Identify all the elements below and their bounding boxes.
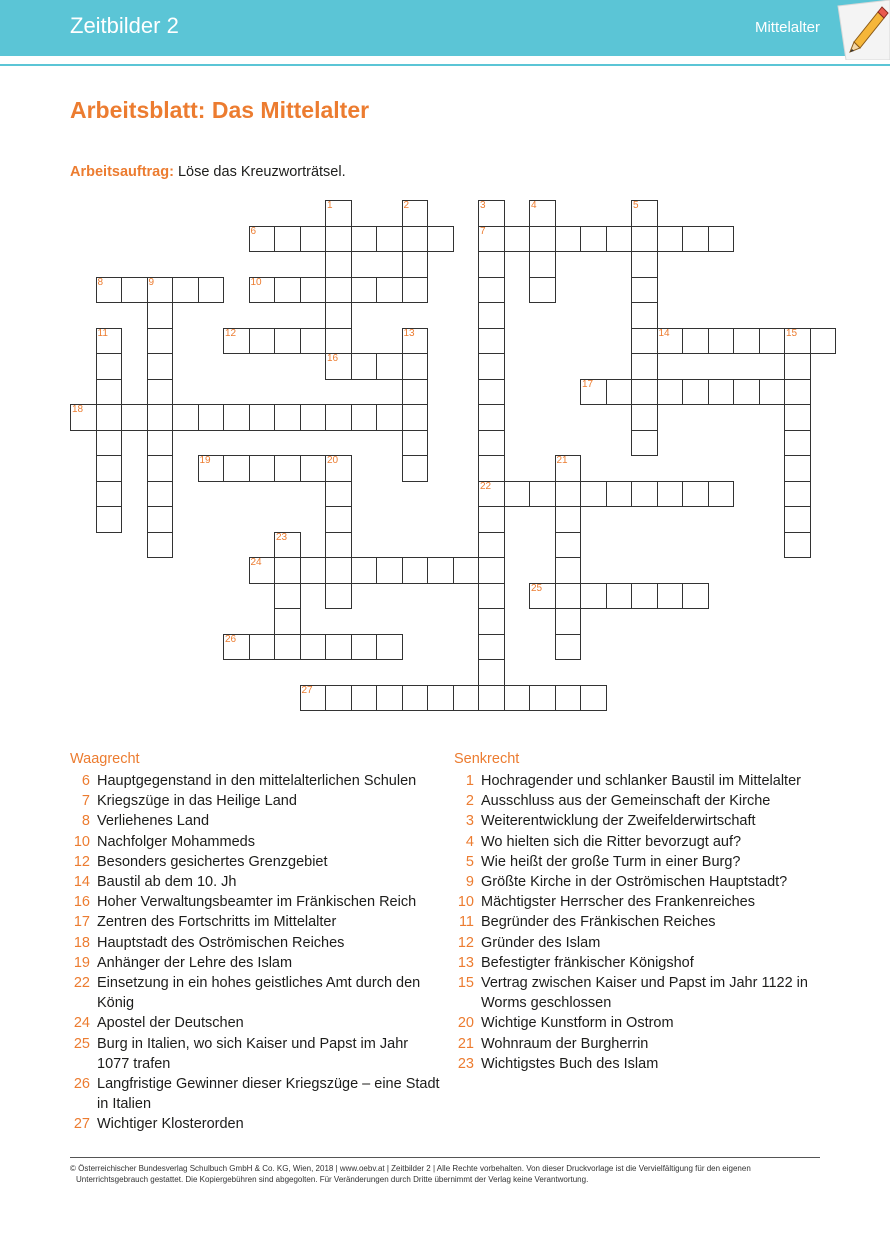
crossword-cell[interactable] bbox=[529, 277, 556, 304]
clue-number: 10 bbox=[250, 276, 262, 288]
footer-line-1: © Österreichischer Bundesverlag Schulbuch GmbH & Co. KG, Wien, 2018 | www.oebv.at | Zeitbilder 2 | Alle Rechte vorbehalten. Von dieser Druckvorlage ist die Vervielfältigung für den eigenen bbox=[70, 1164, 751, 1173]
crossword-cell[interactable] bbox=[478, 302, 505, 329]
crossword-cell[interactable] bbox=[580, 685, 607, 712]
clue-number: 19 bbox=[73, 954, 90, 971]
crossword-cell[interactable] bbox=[147, 481, 174, 508]
crossword-cell[interactable] bbox=[478, 685, 505, 712]
clue-text: Größte Kirche in der Oströmischen Hauptstadt? bbox=[481, 874, 788, 891]
crossword-cell[interactable] bbox=[784, 532, 811, 559]
crossword-cell[interactable] bbox=[478, 328, 505, 355]
crossword-cell[interactable] bbox=[274, 226, 301, 253]
crossword-cell[interactable] bbox=[351, 685, 378, 712]
crossword-cell[interactable] bbox=[325, 557, 352, 584]
down-clue bbox=[454, 953, 826, 973]
clue-text: Baustil ab dem 10. Jh bbox=[97, 874, 237, 891]
clue-text: Ausschluss aus der Gemeinschaft der Kirche bbox=[481, 793, 771, 810]
crossword-cell[interactable] bbox=[580, 226, 607, 253]
crossword-cell[interactable] bbox=[631, 328, 658, 355]
clue-number: 9 bbox=[148, 276, 155, 288]
down-clue bbox=[454, 832, 826, 852]
crossword-cell[interactable] bbox=[147, 302, 174, 329]
crossword-cell[interactable] bbox=[810, 328, 837, 355]
clue-number: 13 bbox=[403, 327, 415, 339]
crossword-cell[interactable] bbox=[784, 455, 811, 482]
across-clue bbox=[70, 973, 442, 1013]
crossword-cell[interactable] bbox=[249, 328, 276, 355]
footer-divider bbox=[70, 1157, 820, 1158]
clue-number: 2 bbox=[403, 200, 410, 211]
crossword-cell[interactable] bbox=[555, 481, 582, 508]
crossword-cell[interactable] bbox=[631, 251, 658, 278]
crossword-cell[interactable] bbox=[784, 404, 811, 431]
crossword-cell[interactable] bbox=[223, 455, 250, 482]
crossword-cell[interactable] bbox=[631, 302, 658, 329]
clue-text: Wohnraum der Burgherrin bbox=[481, 1035, 649, 1052]
crossword-cell[interactable] bbox=[657, 226, 684, 253]
crossword-cell[interactable] bbox=[784, 430, 811, 457]
crossword-cell[interactable] bbox=[631, 379, 658, 406]
clue-text: Nachfolger Mohammeds bbox=[97, 833, 255, 850]
crossword-cell[interactable] bbox=[631, 430, 658, 457]
clue-number: 1 bbox=[465, 773, 474, 789]
crossword-cell[interactable] bbox=[529, 685, 556, 712]
crossword-cell[interactable] bbox=[784, 481, 811, 508]
crossword-cell[interactable] bbox=[504, 481, 531, 508]
clue-number: 6 bbox=[81, 773, 90, 789]
crossword-cell[interactable] bbox=[147, 328, 174, 355]
crossword-cell[interactable] bbox=[300, 328, 327, 355]
crossword-cell[interactable] bbox=[708, 328, 735, 355]
clue-text: Wo hielten sich die Ritter bevorzugt auf? bbox=[481, 833, 742, 850]
crossword-cell[interactable] bbox=[96, 379, 123, 406]
crossword-cell[interactable] bbox=[274, 404, 301, 431]
clue-number: 26 bbox=[73, 1076, 90, 1093]
clue-number: 26 bbox=[225, 633, 237, 645]
down-clue bbox=[454, 892, 826, 912]
clue-number: 2 bbox=[465, 793, 474, 810]
crossword-cell[interactable] bbox=[708, 481, 735, 508]
crossword-cell[interactable] bbox=[325, 685, 352, 712]
crossword-cell[interactable] bbox=[682, 226, 709, 253]
crossword-cell[interactable] bbox=[274, 328, 301, 355]
crossword-cell[interactable] bbox=[478, 455, 505, 482]
across-clue bbox=[70, 953, 442, 973]
crossword-cell[interactable] bbox=[402, 557, 429, 584]
crossword-cell[interactable] bbox=[504, 685, 531, 712]
across-clue bbox=[70, 892, 442, 912]
crossword-cell[interactable] bbox=[631, 353, 658, 380]
crossword-cell[interactable] bbox=[478, 353, 505, 380]
down-clue-list bbox=[454, 771, 826, 1074]
clue-text: Einsetzung in ein hohes geistliches Amt durch den König bbox=[97, 975, 421, 1012]
crossword-cell[interactable] bbox=[376, 277, 403, 304]
footer-line-2: Unterrichtsgebrauch gestattet. Die Kopiergebühren sind abgegolten. Für Veränderungen durch Dritte übernimmt der Verlag keine Verantwortung. bbox=[76, 1175, 589, 1184]
crossword-cell[interactable] bbox=[147, 455, 174, 482]
crossword-cell[interactable] bbox=[402, 251, 429, 278]
crossword-cell[interactable] bbox=[555, 532, 582, 559]
across-heading: Waagrecht bbox=[70, 751, 140, 767]
crossword-cell[interactable] bbox=[249, 455, 276, 482]
crossword-cell[interactable] bbox=[249, 404, 276, 431]
clue-number: 4 bbox=[465, 833, 474, 850]
crossword-cell[interactable] bbox=[147, 532, 174, 559]
clue-number: 17 bbox=[73, 914, 90, 931]
crossword-cell[interactable] bbox=[402, 277, 429, 304]
clue-text: Langfristige Gewinner dieser Kriegszüge – eine Stadt in Italien bbox=[97, 1076, 440, 1113]
clue-number: 22 bbox=[73, 975, 90, 992]
crossword-cell[interactable] bbox=[478, 557, 505, 584]
clue-number: 24 bbox=[73, 1015, 90, 1032]
crossword-cell[interactable] bbox=[147, 379, 174, 406]
crossword-cell[interactable] bbox=[300, 226, 327, 253]
clue-text: Hoher Verwaltungsbeamter im Fränkischen Reich bbox=[97, 894, 417, 911]
clue-number: 19 bbox=[199, 455, 211, 466]
clue-text: Burg in Italien, wo sich Kaiser und Papst im Jahr 1077 trafen bbox=[97, 1035, 409, 1072]
crossword-cell[interactable] bbox=[427, 226, 454, 253]
crossword-cell[interactable] bbox=[478, 430, 505, 457]
down-clue bbox=[454, 912, 826, 932]
crossword-cell[interactable] bbox=[478, 379, 505, 406]
clue-text: Begründer des Fränkischen Reiches bbox=[481, 914, 716, 931]
crossword-cell[interactable] bbox=[402, 353, 429, 380]
crossword-cell[interactable] bbox=[529, 481, 556, 508]
clue-number: 27 bbox=[301, 684, 313, 696]
crossword-cell[interactable] bbox=[478, 659, 505, 686]
crossword-cell[interactable] bbox=[478, 506, 505, 533]
crossword-cell[interactable] bbox=[274, 608, 301, 635]
crossword-cell[interactable] bbox=[657, 481, 684, 508]
clue-text: Hauptgegenstand in den mittelalterlichen Schulen bbox=[97, 773, 417, 789]
crossword-cell[interactable] bbox=[147, 404, 174, 431]
clue-number: 16 bbox=[73, 894, 90, 911]
crossword-cell[interactable] bbox=[300, 404, 327, 431]
crossword-cell[interactable] bbox=[351, 277, 378, 304]
clue-number: 27 bbox=[73, 1116, 90, 1133]
crossword-cell[interactable] bbox=[351, 226, 378, 253]
crossword-cell[interactable] bbox=[708, 226, 735, 253]
clue-number: 25 bbox=[531, 582, 543, 594]
crossword-cell[interactable] bbox=[733, 328, 760, 355]
clue-number: 15 bbox=[786, 327, 798, 339]
clue-number: 5 bbox=[465, 853, 474, 870]
crossword-cell[interactable] bbox=[325, 226, 352, 253]
clue-number: 21 bbox=[457, 1035, 474, 1052]
clue-text: Apostel der Deutschen bbox=[97, 1015, 244, 1032]
crossword-cell[interactable] bbox=[606, 379, 633, 406]
crossword-cell[interactable] bbox=[682, 583, 709, 610]
across-clue bbox=[70, 832, 442, 852]
down-clue bbox=[454, 791, 826, 811]
crossword-cell[interactable] bbox=[376, 226, 403, 253]
across-clue bbox=[70, 933, 442, 953]
clue-text: Zentren des Fortschritts im Mittelalter bbox=[97, 914, 337, 931]
crossword-cell[interactable] bbox=[121, 404, 148, 431]
clue-number: 12 bbox=[73, 853, 90, 870]
crossword-cell[interactable] bbox=[402, 430, 429, 457]
crossword-cell[interactable] bbox=[376, 404, 403, 431]
clue-number: 13 bbox=[457, 954, 474, 971]
across-clue bbox=[70, 791, 442, 811]
across-clue bbox=[70, 1074, 442, 1114]
crossword-cell[interactable] bbox=[300, 277, 327, 304]
crossword-cell[interactable] bbox=[223, 404, 250, 431]
crossword-cell[interactable] bbox=[733, 379, 760, 406]
clue-number: 8 bbox=[97, 276, 104, 288]
crossword-cell[interactable] bbox=[784, 353, 811, 380]
clue-number: 21 bbox=[556, 455, 568, 466]
crossword-cell[interactable] bbox=[555, 557, 582, 584]
crossword-cell[interactable] bbox=[325, 328, 352, 355]
crossword-cell[interactable] bbox=[325, 583, 352, 610]
clue-text: Kriegszüge in das Heilige Land bbox=[97, 793, 297, 810]
crossword-cell[interactable] bbox=[682, 481, 709, 508]
clue-number: 6 bbox=[250, 225, 257, 237]
down-clue bbox=[454, 973, 826, 1013]
clue-text: Hochragender und schlanker Baustil im Mittelalter bbox=[481, 773, 801, 789]
task-label: Arbeitsauftrag: bbox=[70, 164, 174, 180]
crossword-cell[interactable] bbox=[759, 328, 786, 355]
series-title: Zeitbilder 2 bbox=[70, 13, 179, 38]
crossword-cell[interactable] bbox=[198, 277, 225, 304]
across-clue bbox=[70, 771, 442, 791]
clue-number: 3 bbox=[480, 200, 486, 211]
crossword-cell[interactable] bbox=[96, 404, 123, 431]
clue-text: Wichtige Kunstform in Ostrom bbox=[481, 1015, 674, 1032]
crossword-cell[interactable] bbox=[682, 328, 709, 355]
crossword-cell[interactable] bbox=[784, 379, 811, 406]
down-clue bbox=[454, 811, 826, 831]
down-clue bbox=[454, 1054, 826, 1074]
crossword-cell[interactable] bbox=[274, 455, 301, 482]
crossword-cell[interactable] bbox=[376, 557, 403, 584]
crossword-cell[interactable] bbox=[96, 481, 123, 508]
crossword-cell[interactable] bbox=[274, 557, 301, 584]
across-clue-list bbox=[70, 771, 442, 1135]
crossword-cell[interactable] bbox=[402, 379, 429, 406]
crossword-cell[interactable] bbox=[402, 404, 429, 431]
crossword-cell[interactable] bbox=[580, 583, 607, 610]
crossword-cell[interactable] bbox=[325, 251, 352, 278]
clue-number: 3 bbox=[465, 813, 474, 830]
crossword-cell[interactable] bbox=[631, 277, 658, 304]
crossword-cell[interactable] bbox=[274, 277, 301, 304]
crossword-cell[interactable] bbox=[555, 608, 582, 635]
crossword-cell[interactable] bbox=[427, 685, 454, 712]
clue-text: Wie heißt der große Turm in einer Burg? bbox=[481, 853, 741, 870]
crossword-cell[interactable] bbox=[631, 404, 658, 431]
clue-number: 7 bbox=[81, 793, 90, 810]
crossword-cell[interactable] bbox=[427, 557, 454, 584]
across-clue bbox=[70, 872, 442, 892]
across-clue bbox=[70, 1114, 442, 1134]
crossword-cell[interactable] bbox=[606, 226, 633, 253]
crossword-cell[interactable] bbox=[657, 379, 684, 406]
crossword-cell[interactable] bbox=[198, 404, 225, 431]
crossword-cell[interactable] bbox=[478, 608, 505, 635]
crossword-cell[interactable] bbox=[351, 353, 378, 380]
crossword-cell[interactable] bbox=[555, 226, 582, 253]
clue-text: Wichtiger Klosterorden bbox=[97, 1116, 244, 1133]
clue-text: Besonders gesichertes Grenzgebiet bbox=[97, 853, 328, 870]
topic-label: Mittelalter bbox=[754, 19, 820, 36]
crossword-cell[interactable] bbox=[351, 404, 378, 431]
clue-text: Vertrag zwischen Kaiser und Papst im Jahr 1122 in Worms geschlossen bbox=[481, 975, 808, 1012]
crossword-cell[interactable] bbox=[529, 251, 556, 278]
crossword-cell[interactable] bbox=[453, 685, 480, 712]
crossword-cell[interactable] bbox=[402, 685, 429, 712]
crossword-cell[interactable] bbox=[631, 481, 658, 508]
crossword-cell[interactable] bbox=[478, 251, 505, 278]
crossword-cell[interactable] bbox=[325, 506, 352, 533]
across-clue bbox=[70, 912, 442, 932]
crossword-cell[interactable] bbox=[657, 583, 684, 610]
crossword-cell[interactable] bbox=[121, 277, 148, 304]
clue-number: 10 bbox=[73, 833, 90, 850]
crossword-cell[interactable] bbox=[172, 277, 199, 304]
across-clue bbox=[70, 1013, 442, 1033]
clue-number: 12 bbox=[457, 934, 474, 951]
crossword-cell[interactable] bbox=[351, 557, 378, 584]
down-clue bbox=[454, 771, 826, 791]
clue-number: 16 bbox=[327, 353, 339, 364]
clue-number: 12 bbox=[225, 327, 237, 339]
down-clue bbox=[454, 933, 826, 953]
crossword-cell[interactable] bbox=[555, 583, 582, 610]
clue-text: Weiterentwicklung der Zweifelderwirtschaft bbox=[481, 813, 756, 830]
clue-number: 18 bbox=[72, 404, 84, 415]
across-clue bbox=[70, 1034, 442, 1074]
clue-text: Anhänger der Lehre des Islam bbox=[97, 954, 293, 971]
copyright-footer bbox=[70, 1163, 830, 1185]
clue-number: 23 bbox=[457, 1055, 474, 1072]
clue-text: Verliehenes Land bbox=[97, 813, 210, 830]
clue-number: 20 bbox=[457, 1015, 474, 1032]
crossword-cell[interactable] bbox=[402, 226, 429, 253]
crossword-cell[interactable] bbox=[555, 685, 582, 712]
crossword-cell[interactable] bbox=[325, 481, 352, 508]
crossword-cell[interactable] bbox=[376, 353, 403, 380]
crossword-cell[interactable] bbox=[147, 430, 174, 457]
clue-number: 20 bbox=[327, 455, 339, 466]
crossword-cell[interactable] bbox=[325, 277, 352, 304]
crossword-cell[interactable] bbox=[325, 634, 352, 661]
crossword-cell[interactable] bbox=[376, 634, 403, 661]
clue-number: 17 bbox=[582, 378, 594, 390]
crossword-cell[interactable] bbox=[478, 404, 505, 431]
crossword-cell[interactable] bbox=[325, 532, 352, 559]
crossword-cell[interactable] bbox=[96, 506, 123, 533]
crossword-cell[interactable] bbox=[376, 685, 403, 712]
crossword-cell[interactable] bbox=[300, 455, 327, 482]
clue-number: 22 bbox=[480, 480, 492, 492]
clue-number: 5 bbox=[633, 200, 639, 211]
crossword-cell[interactable] bbox=[96, 353, 123, 380]
clue-number: 25 bbox=[73, 1035, 90, 1052]
crossword-cell[interactable] bbox=[96, 430, 123, 457]
crossword-cell[interactable] bbox=[682, 379, 709, 406]
clue-text: Gründer des Islam bbox=[481, 934, 601, 951]
crossword-cell[interactable] bbox=[529, 226, 556, 253]
crossword-cell[interactable] bbox=[351, 634, 378, 661]
clue-text: Wichtigstes Buch des Islam bbox=[481, 1055, 659, 1072]
across-clue bbox=[70, 852, 442, 872]
crossword-cell[interactable] bbox=[274, 583, 301, 610]
clue-number: 14 bbox=[73, 874, 90, 891]
crossword-cell[interactable] bbox=[325, 302, 352, 329]
crossword-cell[interactable] bbox=[631, 583, 658, 610]
clue-number: 9 bbox=[465, 874, 474, 891]
crossword-cell[interactable] bbox=[147, 353, 174, 380]
clue-number: 15 bbox=[457, 975, 474, 992]
crossword-cell[interactable] bbox=[300, 634, 327, 661]
crossword-cell[interactable] bbox=[300, 557, 327, 584]
task-text: Löse das Kreuzworträtsel. bbox=[173, 164, 346, 180]
crossword-cell[interactable] bbox=[555, 634, 582, 661]
clue-number: 18 bbox=[73, 934, 90, 951]
clue-number: 11 bbox=[97, 327, 108, 339]
crossword-cell[interactable] bbox=[274, 634, 301, 661]
crossword-cell[interactable] bbox=[172, 404, 199, 431]
clue-text: Befestigter fränkischer Königshof bbox=[481, 954, 694, 971]
across-clue bbox=[70, 811, 442, 831]
down-clue bbox=[454, 872, 826, 892]
crossword-cell[interactable] bbox=[478, 583, 505, 610]
clue-number: 24 bbox=[250, 557, 262, 568]
crossword-cell[interactable] bbox=[402, 455, 429, 482]
crossword-cell[interactable] bbox=[478, 277, 505, 304]
crossword-cell[interactable] bbox=[478, 634, 505, 661]
clue-text: Mächtigster Herrscher des Frankenreiches bbox=[481, 894, 755, 911]
clue-number: 8 bbox=[81, 813, 90, 830]
clue-number: 10 bbox=[457, 894, 474, 911]
clue-number: 23 bbox=[276, 531, 288, 543]
page-title: Arbeitsblatt: Das Mittelalter bbox=[70, 97, 370, 123]
clue-number: 4 bbox=[531, 200, 537, 211]
crossword-cell[interactable] bbox=[504, 226, 531, 253]
crossword-cell[interactable] bbox=[96, 455, 123, 482]
crossword-cell[interactable] bbox=[784, 506, 811, 533]
crossword-cell[interactable] bbox=[555, 506, 582, 533]
clue-number: 11 bbox=[458, 914, 474, 931]
down-heading: Senkrecht bbox=[454, 751, 520, 767]
crossword-cell[interactable] bbox=[453, 557, 480, 584]
crossword-cell[interactable] bbox=[606, 481, 633, 508]
crossword-cell[interactable] bbox=[147, 506, 174, 533]
crossword-cell[interactable] bbox=[478, 532, 505, 559]
crossword-cell[interactable] bbox=[580, 481, 607, 508]
crossword-cell[interactable] bbox=[631, 226, 658, 253]
clue-number: 7 bbox=[480, 225, 486, 237]
clue-number: 14 bbox=[658, 327, 670, 339]
down-clue bbox=[454, 1034, 826, 1054]
clue-text: Hauptstadt des Oströmischen Reiches bbox=[97, 934, 345, 951]
down-clue bbox=[454, 852, 826, 872]
crossword-cell[interactable] bbox=[325, 404, 352, 431]
crossword-cell[interactable] bbox=[249, 634, 276, 661]
down-clue bbox=[454, 1013, 826, 1033]
crossword-cell[interactable] bbox=[759, 379, 786, 406]
clue-number: 1 bbox=[327, 200, 333, 211]
crossword-cell[interactable] bbox=[708, 379, 735, 406]
crossword-cell[interactable] bbox=[606, 583, 633, 610]
